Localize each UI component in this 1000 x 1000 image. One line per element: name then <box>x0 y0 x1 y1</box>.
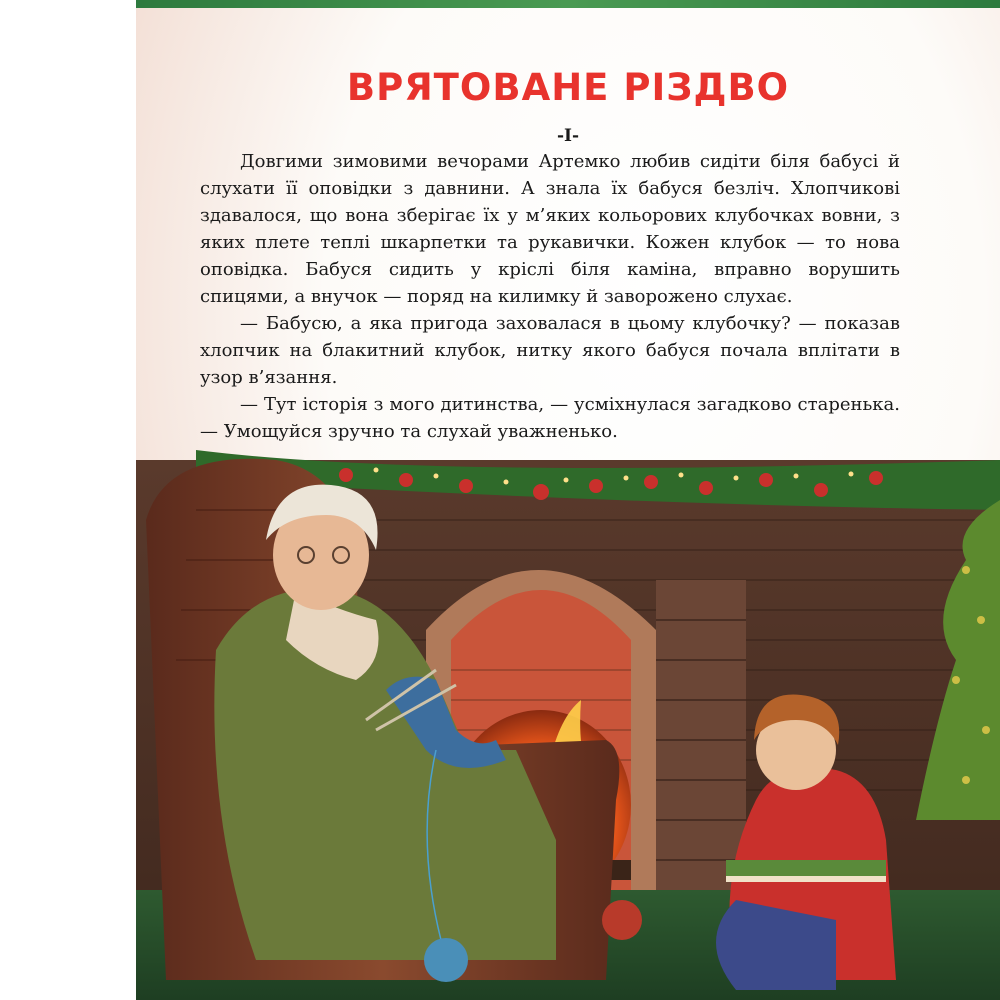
paragraph: — Бабусю, а яка пригода заховалася в цьому клубочку? — показав хлопчик на блакитний клубок, нитку якого бабуся почала вплітати в узор в’язання. <box>200 313 900 388</box>
red-yarn-ball <box>602 900 642 940</box>
fireplace-illustration <box>136 420 1000 1000</box>
blue-yarn-ball <box>424 938 468 982</box>
story-title: ВРЯТОВАНЕ РІЗДВО <box>346 66 790 109</box>
paragraph: Довгими зимовими вечорами Артемко любив сидіти біля бабусі й слухати її оповідки з давнини. А знала їх бабуся безліч. Хлопчикові здавалося, що вона зберігає їх у м’яких кольорових клубочках вовни, з яких плете теплі шкарпетки та рукавички. Кожен клубок — то нова оповідка. Бабуся сидить у кріслі біля каміна, вправно ворушить спицями, а внучок — поряд на килимку й заворожено слухає. <box>200 151 900 307</box>
page-top-band <box>136 0 1000 8</box>
scan-margin <box>0 0 136 1000</box>
chapter-number: -І- <box>556 126 580 146</box>
paragraph: — Тут історія з мого дитинства, — усміхнулася загадково старенька. — Умощуйся зручно та слухай уважненько. <box>200 394 900 442</box>
book-page <box>136 8 1000 1000</box>
story-text <box>200 148 900 445</box>
